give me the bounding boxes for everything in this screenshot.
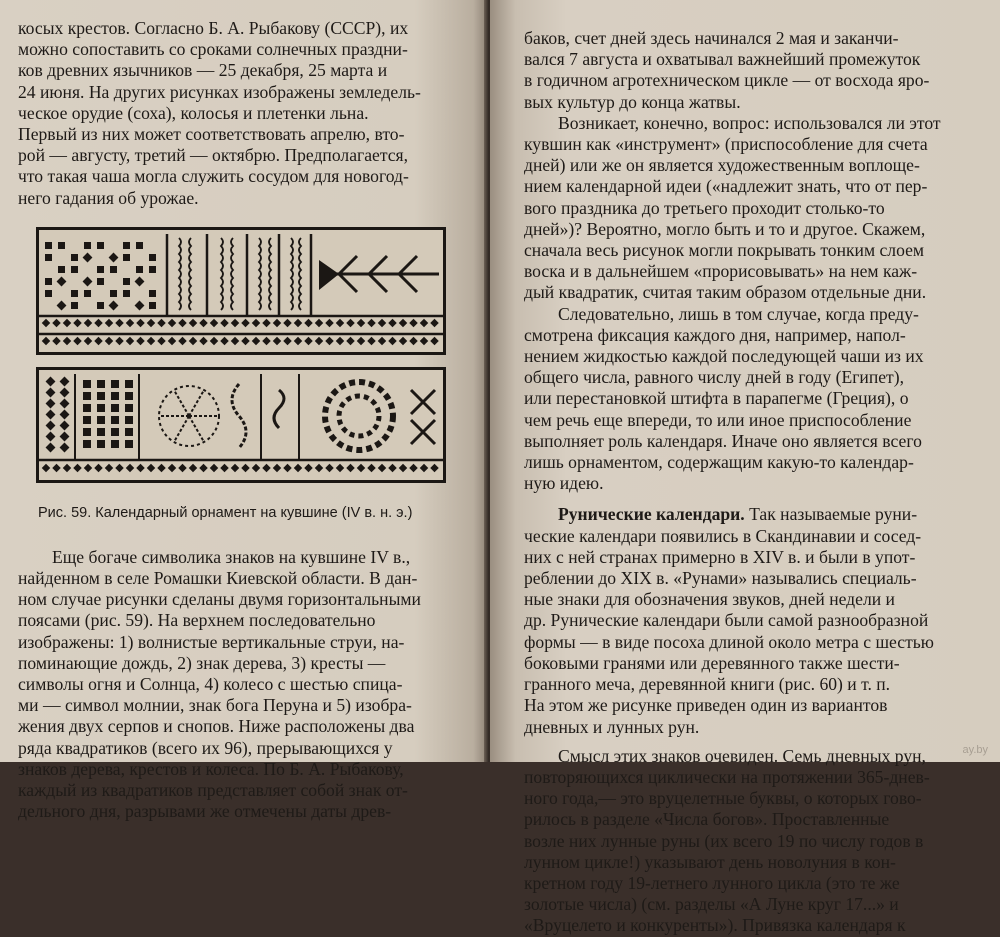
day-square <box>83 380 91 388</box>
text-line: баков, счет дней здесь начинался 2 мая и заканчи- <box>524 28 899 48</box>
day-square <box>420 337 428 345</box>
text-line: кретном году 19-летнего лунного цикла (это те же <box>524 872 900 893</box>
text-line: На этом же рисунке приведен один из вариантов <box>524 695 888 716</box>
day-square <box>199 319 207 327</box>
day-square <box>304 464 312 472</box>
day-square <box>111 380 119 388</box>
day-square <box>157 337 165 345</box>
text-line: сначала весь рисунок могли покрывать тонким слоем <box>524 240 925 261</box>
ornament-upper-band <box>36 227 446 355</box>
day-square <box>189 337 197 345</box>
day-square <box>346 464 354 472</box>
text-line: гранного меча, деревянной книги (рис. 60) и т. п. <box>524 674 891 695</box>
day-square <box>71 266 78 273</box>
day-square <box>283 337 291 345</box>
day-square <box>125 404 133 412</box>
day-square <box>97 404 105 412</box>
wavy-rain-line <box>189 238 191 310</box>
text-line: в годичном агротехническом цикле — от восхода яро- <box>524 70 930 91</box>
day-square <box>430 319 438 327</box>
text-line: ного года,— это вруцелетные буквы, о которых гово- <box>524 788 922 809</box>
day-square <box>97 278 104 285</box>
day-square <box>262 464 270 472</box>
day-square <box>168 319 176 327</box>
text-line: возле них лунные руны (их всего 19 по числу годов в <box>524 830 924 851</box>
text-line: дней) или же он является художественным воплоще- <box>524 155 920 176</box>
day-square <box>45 254 52 261</box>
day-square <box>149 266 156 273</box>
day-square <box>45 242 52 249</box>
text-line: общего числа, равного числу дней в году (Египет), <box>524 367 905 388</box>
day-square <box>346 319 354 327</box>
day-square <box>210 464 218 472</box>
day-square <box>111 392 119 400</box>
text-line: Смысл этих знаков очевиден. Семь дневных рун, <box>558 745 926 766</box>
day-square <box>123 278 130 285</box>
wheel-spoke <box>175 392 189 416</box>
day-square <box>63 319 71 327</box>
day-square <box>388 464 396 472</box>
day-square <box>252 319 260 327</box>
day-square <box>94 464 102 472</box>
day-square <box>378 464 386 472</box>
day-square <box>294 319 302 327</box>
text-line: др. Рунические календари были самой разнообразной <box>524 610 929 631</box>
day-square <box>367 337 375 345</box>
day-square <box>83 276 93 286</box>
text-line: найденном в селе Ромашки Киевской области. В дан- <box>18 568 418 589</box>
text-line: чем речь еще впереди, то или иное приспособление <box>524 409 912 430</box>
sun-wheel-symbol <box>325 382 393 450</box>
text-line: выполняет роль календаря. Иначе оно является всего <box>524 430 922 451</box>
right-page <box>490 0 1000 936</box>
day-square <box>136 319 144 327</box>
day-square <box>63 337 71 345</box>
day-square <box>60 431 70 441</box>
day-square <box>367 464 375 472</box>
day-square <box>199 337 207 345</box>
day-square <box>97 416 105 424</box>
day-square <box>52 464 60 472</box>
sickle-symbol <box>232 384 246 448</box>
day-square <box>325 337 333 345</box>
day-square <box>168 464 176 472</box>
day-square <box>115 319 123 327</box>
day-square <box>97 302 104 309</box>
day-square <box>252 337 260 345</box>
text-line: них с ней странах примерно в XIV в. и были в упот- <box>524 546 916 567</box>
day-square <box>52 319 60 327</box>
day-square <box>136 337 144 345</box>
day-square <box>147 319 155 327</box>
day-square <box>73 464 81 472</box>
day-square <box>42 464 50 472</box>
day-square <box>157 464 165 472</box>
day-square <box>126 319 134 327</box>
day-square <box>84 319 92 327</box>
text-line: ном случае рисунки сделаны двумя горизонтальными <box>18 589 421 610</box>
day-square <box>294 464 302 472</box>
day-square <box>304 337 312 345</box>
text-line: рилось в разделе «Числа богов». Проставленные <box>524 809 890 830</box>
day-square <box>231 319 239 327</box>
day-square <box>378 337 386 345</box>
day-square <box>241 319 249 327</box>
day-square <box>45 278 52 285</box>
day-square <box>220 337 228 345</box>
day-square <box>315 337 323 345</box>
day-square <box>136 266 143 273</box>
day-square <box>210 319 218 327</box>
day-square <box>325 319 333 327</box>
day-square <box>189 464 197 472</box>
wheel-spoke <box>189 416 203 440</box>
day-square <box>46 376 56 386</box>
day-square <box>262 337 270 345</box>
day-square <box>149 254 156 261</box>
runic-heading-rest: Так называемые руни- <box>744 504 918 525</box>
text-line: поминающие дождь, 2) знак дерева, 3) кресты — <box>18 652 386 673</box>
text-line: лунном цикле!) указывают день новолуния в кон- <box>524 851 896 872</box>
day-square <box>135 300 145 310</box>
day-square <box>125 392 133 400</box>
text-line: кувшин как «инструмент» (приспособление для счета <box>524 134 928 155</box>
text-line: золотые числа) (см. разделы «А Луне круг 17...» и <box>524 894 899 915</box>
ornament-lower-svg <box>39 370 443 480</box>
day-square <box>94 319 102 327</box>
day-square <box>199 464 207 472</box>
day-square <box>45 290 52 297</box>
day-square <box>57 276 67 286</box>
day-square <box>315 464 323 472</box>
day-square <box>111 416 119 424</box>
text-line: дый квадратик, считая таким образом отдельные дни. <box>524 282 927 303</box>
text-line: Первый из них может соответствовать апрелю, вто- <box>18 124 405 145</box>
day-square <box>73 319 81 327</box>
day-square <box>409 337 417 345</box>
day-square <box>125 380 133 388</box>
wheel-spoke <box>175 416 189 440</box>
text-line: боковыми гранями или деревянного также шести- <box>524 652 900 673</box>
text-line: нием календарной идеи («надлежит знать, что от пер- <box>524 176 928 197</box>
day-square <box>283 319 291 327</box>
text-line: него гадания об урожае. <box>18 187 199 208</box>
day-square <box>109 252 119 262</box>
day-square <box>123 290 130 297</box>
day-square <box>241 464 249 472</box>
day-square <box>84 290 91 297</box>
day-square <box>149 302 156 309</box>
day-square <box>123 242 130 249</box>
day-square <box>60 387 70 397</box>
text-line: ную идею. <box>524 473 604 494</box>
text-line: дельного дня, разрывами же отмечены даты древ- <box>18 801 392 822</box>
figure-caption: Рис. 59. Календарный орнамент на кувшине (IV в. н. э.) <box>38 504 413 521</box>
day-square <box>262 319 270 327</box>
day-square <box>97 440 105 448</box>
day-square <box>126 464 134 472</box>
day-square <box>273 337 281 345</box>
day-square <box>60 398 70 408</box>
day-square <box>60 442 70 452</box>
day-square <box>430 464 438 472</box>
text-line: Следовательно, лишь в том случае, когда преду- <box>558 303 919 324</box>
day-square <box>367 319 375 327</box>
day-square <box>71 302 78 309</box>
day-square <box>83 392 91 400</box>
wavy-rain-line <box>179 238 181 310</box>
text-line: воска и в дальнейшем «прорисовывать» на нем каж- <box>524 261 918 282</box>
day-square <box>157 319 165 327</box>
day-square <box>84 337 92 345</box>
day-square <box>430 337 438 345</box>
day-square <box>110 290 117 297</box>
text-line: символы огня и Солнца, 4) колесо с шестью спица- <box>18 674 403 695</box>
day-square <box>336 337 344 345</box>
day-square <box>111 440 119 448</box>
wavy-rain-line <box>299 238 301 310</box>
day-square <box>58 242 65 249</box>
day-square <box>136 242 143 249</box>
day-square <box>110 266 117 273</box>
ornament-upper-svg <box>39 230 443 352</box>
text-line: ческие календари появились в Скандинавии и сосед- <box>524 525 922 546</box>
day-square <box>136 464 144 472</box>
day-square <box>46 398 56 408</box>
text-line: можно сопоставить со сроками солнечных праздни- <box>18 39 408 60</box>
day-square <box>231 337 239 345</box>
day-square <box>357 337 365 345</box>
day-square <box>111 404 119 412</box>
day-square <box>125 428 133 436</box>
text-line: дней»)? Вероятно, могло быть и то и другое. Скажем, <box>524 218 926 239</box>
text-line: 24 июня. На других рисунках изображены земледель- <box>18 81 421 102</box>
day-square <box>60 376 70 386</box>
day-square <box>46 387 56 397</box>
day-square <box>399 464 407 472</box>
wavy-rain-line <box>221 238 223 310</box>
day-square <box>241 337 249 345</box>
day-square <box>135 276 145 286</box>
day-square <box>220 319 228 327</box>
day-square <box>409 464 417 472</box>
sun-wheel-inner <box>339 396 379 436</box>
day-square <box>83 404 91 412</box>
day-square <box>252 464 260 472</box>
text-line: Еще богаче символика знаков на кувшине IV в., <box>52 546 411 567</box>
day-square <box>420 319 428 327</box>
day-square <box>399 319 407 327</box>
text-line: изображены: 1) волнистые вертикальные струи, на- <box>18 631 405 652</box>
day-square <box>84 464 92 472</box>
cross-symbol <box>411 390 435 444</box>
day-square <box>105 319 113 327</box>
runic-heading-line <box>524 504 990 525</box>
day-square <box>388 319 396 327</box>
day-square <box>97 380 105 388</box>
day-square <box>46 442 56 452</box>
text-line: косых крестов. Согласно Б. А. Рыбакову (СССР), их <box>18 18 409 38</box>
text-line: каждый из квадратиков представляет собой знак от- <box>18 780 408 801</box>
day-square <box>83 428 91 436</box>
day-square <box>336 464 344 472</box>
day-square <box>60 409 70 419</box>
day-square <box>147 464 155 472</box>
day-square <box>273 319 281 327</box>
wavy-rain-line <box>291 238 293 310</box>
text-line: дневных и лунных рун. <box>524 716 700 737</box>
wheel-spoke <box>189 392 203 416</box>
day-square <box>147 337 155 345</box>
day-square <box>97 242 104 249</box>
day-square <box>123 254 130 261</box>
text-line: повторяющихся циклически на протяжении 365-днев- <box>524 766 930 787</box>
text-line: ми — символ молнии, знак бога Перуна и 5) изобра- <box>18 695 412 716</box>
day-square <box>294 337 302 345</box>
left-page <box>0 0 488 822</box>
day-square <box>210 337 218 345</box>
text-line: поясами (рис. 59). На верхнем последовательно <box>18 610 376 631</box>
text-line: нением жидкостью каждой последующей чаши из их <box>524 346 924 367</box>
day-square <box>273 464 281 472</box>
text-line: вого праздника до третьего проходит столько-то <box>524 197 885 218</box>
day-square <box>52 337 60 345</box>
day-square <box>83 440 91 448</box>
day-square <box>115 337 123 345</box>
day-square <box>115 464 123 472</box>
wavy-rain-line <box>269 238 271 310</box>
day-square <box>126 337 134 345</box>
text-line: ные знаки для обозначения звуков, дней недели и <box>524 589 895 610</box>
day-square <box>105 337 113 345</box>
day-square <box>125 416 133 424</box>
day-square <box>346 337 354 345</box>
day-square <box>63 464 71 472</box>
day-square <box>58 266 65 273</box>
day-square <box>149 290 156 297</box>
day-square <box>336 319 344 327</box>
day-square <box>109 300 119 310</box>
day-square <box>178 319 186 327</box>
text-line: вался 7 августа и охватывал важнейший промежуток <box>524 49 921 70</box>
text-line: «Вруцелето и конкуренты»). Привязка календаря к <box>524 915 906 936</box>
right-text <box>524 28 990 937</box>
day-square <box>220 464 228 472</box>
day-square <box>42 337 50 345</box>
serpent-symbol <box>274 390 284 428</box>
day-square <box>71 254 78 261</box>
day-square <box>378 319 386 327</box>
text-line: рой — августу, третий — октябрю. Предполагается, <box>18 145 409 166</box>
day-square <box>42 319 50 327</box>
text-line: вых культур до конца жатвы. <box>524 91 741 112</box>
figure-59 <box>36 227 446 521</box>
day-square <box>283 464 291 472</box>
day-square <box>60 420 70 430</box>
text-line: смотрена фиксация каждого дня, например, напол- <box>524 324 906 345</box>
day-square <box>97 266 104 273</box>
text-line: лишь орнаментом, содержащим какую-то календар- <box>524 452 914 473</box>
text-line: реблении до XIX в. «Рунами» назывались специаль- <box>524 568 917 589</box>
day-square <box>94 337 102 345</box>
day-square <box>73 337 81 345</box>
day-square <box>83 252 93 262</box>
wavy-rain-line <box>259 238 261 310</box>
left-top-text <box>18 18 470 209</box>
runic-heading: Рунические календари. <box>558 504 745 525</box>
text-line: жения двух серпов и снопов. Ниже расположены два <box>18 716 415 737</box>
day-square <box>46 420 56 430</box>
text-line: Возникает, конечно, вопрос: использовался ли этот <box>558 112 941 133</box>
day-square <box>409 319 417 327</box>
text-line: знаков дерева, крестов и колеса. По Б. А. Рыбакову, <box>18 758 404 779</box>
day-square <box>315 319 323 327</box>
text-line: ряда квадратиков (всего их 96), прерывающихся у <box>18 737 393 758</box>
day-square <box>57 300 67 310</box>
day-square <box>125 440 133 448</box>
text-line: формы — в виде посоха длиной около метра с шестью <box>524 631 934 652</box>
ornament-lower-band <box>36 367 446 483</box>
day-square <box>178 464 186 472</box>
day-square <box>46 409 56 419</box>
day-square <box>105 464 113 472</box>
triangle-symbol <box>319 260 339 290</box>
text-line: ческое орудие (соха), колосья и плетенки льна. <box>18 102 369 123</box>
day-square <box>83 416 91 424</box>
day-square <box>399 337 407 345</box>
tree-symbol <box>324 256 439 292</box>
day-square <box>97 392 105 400</box>
text-line: что такая чаша могла служить сосудом для новогод- <box>18 166 409 187</box>
text-line: или перестановкой штифта в парапегме (Греция), о <box>524 388 909 409</box>
watermark: ay.by <box>962 744 988 756</box>
day-square <box>388 337 396 345</box>
day-square <box>71 290 78 297</box>
day-square <box>420 464 428 472</box>
day-square <box>97 428 105 436</box>
day-square <box>304 319 312 327</box>
day-square <box>111 428 119 436</box>
day-square <box>46 431 56 441</box>
day-square <box>325 464 333 472</box>
day-square <box>84 242 91 249</box>
wavy-rain-line <box>231 238 233 310</box>
day-square <box>178 337 186 345</box>
day-square <box>357 319 365 327</box>
day-square <box>231 464 239 472</box>
day-square <box>357 464 365 472</box>
day-square <box>189 319 197 327</box>
text-line: ков древних язычников — 25 декабря, 25 марта и <box>18 60 388 81</box>
day-square <box>168 337 176 345</box>
left-bottom-text <box>18 547 470 823</box>
